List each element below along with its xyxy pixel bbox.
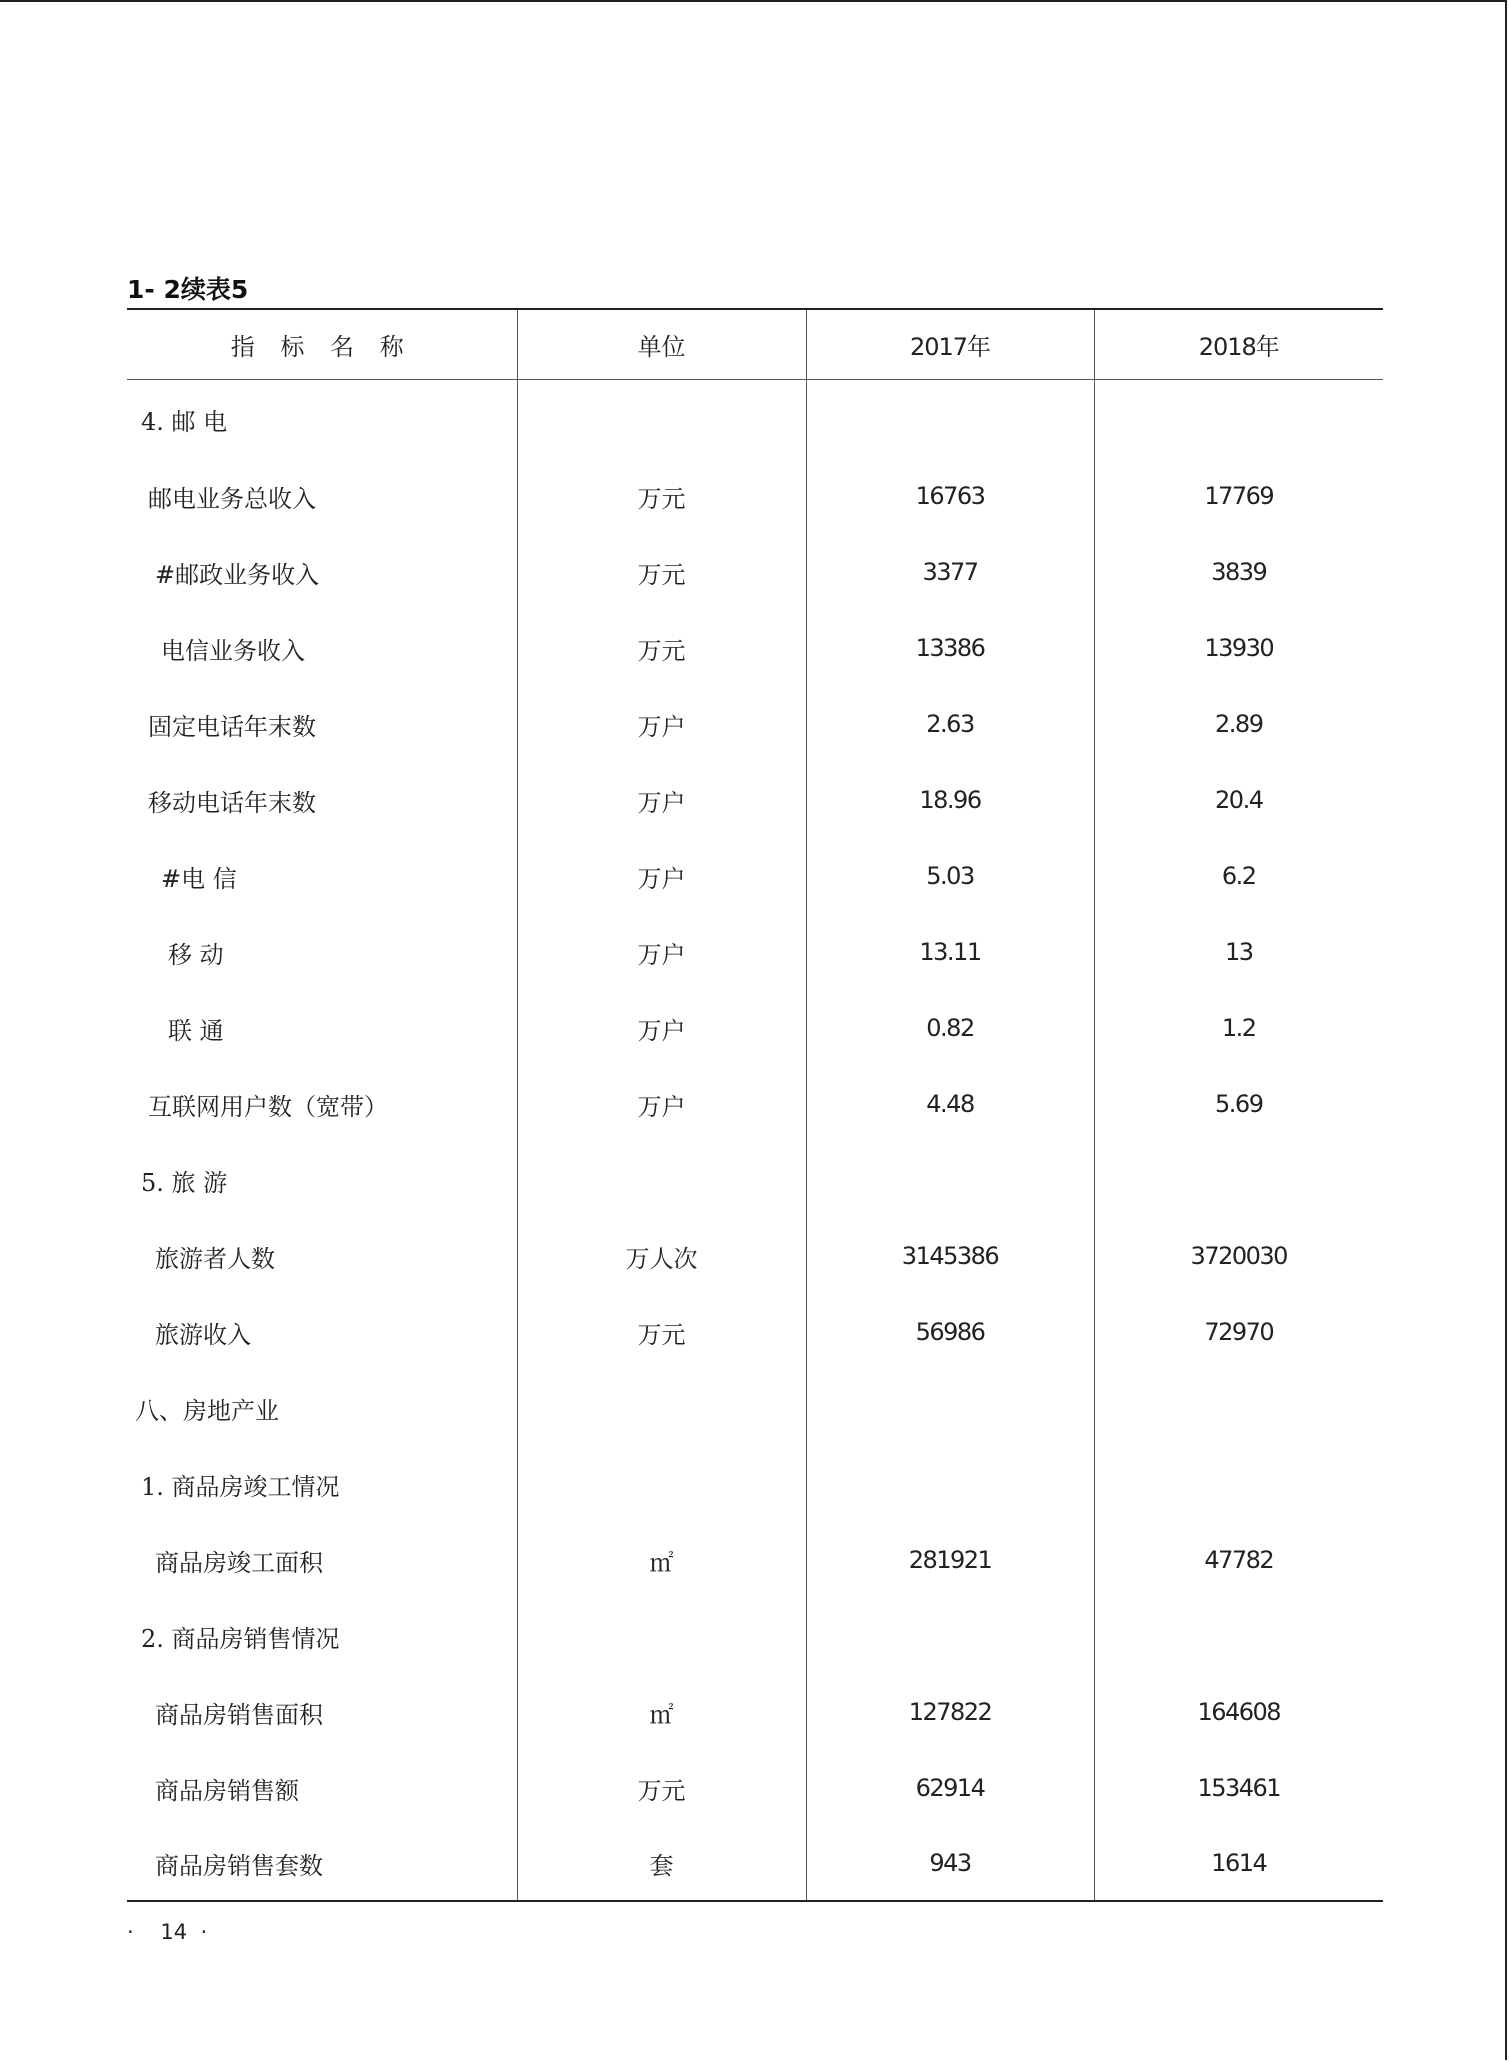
row-name: 旅游收入 [155, 1320, 251, 1349]
row-value-2017: 13386 [806, 610, 1094, 686]
row-name: 邮电业务总收入 [148, 484, 316, 513]
row-value-2018 [1094, 380, 1383, 459]
row-value-2017: 4.48 [806, 1066, 1094, 1142]
row-value-2018 [1094, 1446, 1383, 1522]
table-row [127, 380, 1383, 459]
row-value-2017: 18.96 [806, 762, 1094, 838]
row-unit: ㎡ [517, 1522, 806, 1598]
table-row [127, 686, 1383, 762]
row-value-2017: 56986 [806, 1294, 1094, 1370]
row-value-2018: 17769 [1094, 458, 1383, 534]
row-name: 移动电话年末数 [148, 788, 316, 817]
table-row [127, 534, 1383, 610]
table-row [127, 1674, 1383, 1750]
header-indicator-name: 指 标 名 称 [127, 309, 517, 380]
row-value-2017: 943 [806, 1826, 1094, 1901]
row-unit: 万元 [517, 458, 806, 534]
row-value-2018: 3720030 [1094, 1218, 1383, 1294]
table-row [127, 458, 1383, 534]
row-value-2017: 127822 [806, 1674, 1094, 1750]
row-name: 2. 商品房销售情况 [141, 1624, 340, 1653]
row-value-2018: 47782 [1094, 1522, 1383, 1598]
row-value-2018 [1094, 1370, 1383, 1446]
row-value-2018: 13 [1094, 914, 1383, 990]
row-value-2018: 20.4 [1094, 762, 1383, 838]
row-unit: 万户 [517, 990, 806, 1066]
row-name: 移 动 [168, 940, 224, 969]
row-unit: 万元 [517, 1294, 806, 1370]
row-value-2017: 13.11 [806, 914, 1094, 990]
row-value-2018: 1614 [1094, 1826, 1383, 1901]
row-value-2017: 3145386 [806, 1218, 1094, 1294]
table-row [127, 1142, 1383, 1218]
page-number: · 14 · [127, 1920, 208, 1944]
row-value-2017 [806, 380, 1094, 459]
row-name: 5. 旅 游 [141, 1168, 228, 1197]
row-value-2018: 6.2 [1094, 838, 1383, 914]
row-unit: 万户 [517, 762, 806, 838]
row-name: 联 通 [168, 1016, 224, 1045]
table-row [127, 1826, 1383, 1901]
row-value-2017: 281921 [806, 1522, 1094, 1598]
row-value-2017: 16763 [806, 458, 1094, 534]
row-name: 旅游者人数 [155, 1244, 275, 1273]
row-value-2018: 5.69 [1094, 1066, 1383, 1142]
row-name: #电 信 [161, 864, 237, 893]
row-unit: 万元 [517, 1750, 806, 1826]
row-value-2017 [806, 1370, 1094, 1446]
row-unit [517, 1370, 806, 1446]
row-value-2018 [1094, 1598, 1383, 1674]
statistics-table [127, 308, 1383, 1902]
row-name: 互联网用户数（宽带） [148, 1092, 388, 1121]
row-name: 4. 邮 电 [141, 407, 228, 436]
row-value-2017 [806, 1446, 1094, 1522]
row-name: 电信业务收入 [161, 636, 305, 665]
table-row [127, 1370, 1383, 1446]
row-value-2017 [806, 1142, 1094, 1218]
row-value-2018: 72970 [1094, 1294, 1383, 1370]
header-year-2018: 2018年 [1094, 309, 1383, 380]
table-row [127, 1066, 1383, 1142]
row-name: 八、房地产业 [135, 1396, 279, 1425]
table-row [127, 762, 1383, 838]
row-unit: 套 [517, 1826, 806, 1901]
row-value-2018: 153461 [1094, 1750, 1383, 1826]
row-unit [517, 1446, 806, 1522]
row-value-2017 [806, 1598, 1094, 1674]
row-unit: 万户 [517, 914, 806, 990]
row-value-2017: 3377 [806, 534, 1094, 610]
table-row [127, 990, 1383, 1066]
table-header-row [127, 309, 1383, 380]
table-row [127, 1522, 1383, 1598]
row-unit: 万户 [517, 686, 806, 762]
table-title: 1- 2续表5 [127, 275, 249, 304]
row-name: 商品房竣工面积 [155, 1548, 323, 1577]
row-name: 1. 商品房竣工情况 [141, 1472, 340, 1501]
table-row [127, 1598, 1383, 1674]
table-row [127, 1294, 1383, 1370]
row-name: 商品房销售额 [155, 1776, 299, 1805]
row-name: 固定电话年末数 [148, 712, 316, 741]
row-name: #邮政业务收入 [155, 560, 320, 589]
row-unit: 万元 [517, 610, 806, 686]
table-row [127, 1446, 1383, 1522]
row-value-2018: 1.2 [1094, 990, 1383, 1066]
row-unit: 万元 [517, 534, 806, 610]
header-unit: 单位 [517, 309, 806, 380]
row-value-2018 [1094, 1142, 1383, 1218]
table-row [127, 914, 1383, 990]
row-unit [517, 1142, 806, 1218]
table-row [127, 838, 1383, 914]
row-unit: ㎡ [517, 1674, 806, 1750]
row-value-2017: 62914 [806, 1750, 1094, 1826]
row-unit [517, 1598, 806, 1674]
row-value-2018: 13930 [1094, 610, 1383, 686]
table-row [127, 1218, 1383, 1294]
table-row [127, 610, 1383, 686]
row-value-2018: 164608 [1094, 1674, 1383, 1750]
row-unit [517, 380, 806, 459]
row-value-2017: 0.82 [806, 990, 1094, 1066]
table-row [127, 1750, 1383, 1826]
row-value-2017: 5.03 [806, 838, 1094, 914]
row-name: 商品房销售面积 [155, 1700, 323, 1729]
row-name: 商品房销售套数 [127, 1826, 517, 1901]
header-year-2017: 2017年 [806, 309, 1094, 380]
row-value-2018: 3839 [1094, 534, 1383, 610]
row-value-2017: 2.63 [806, 686, 1094, 762]
row-unit: 万人次 [517, 1218, 806, 1294]
row-value-2018: 2.89 [1094, 686, 1383, 762]
row-unit: 万户 [517, 1066, 806, 1142]
row-unit: 万户 [517, 838, 806, 914]
